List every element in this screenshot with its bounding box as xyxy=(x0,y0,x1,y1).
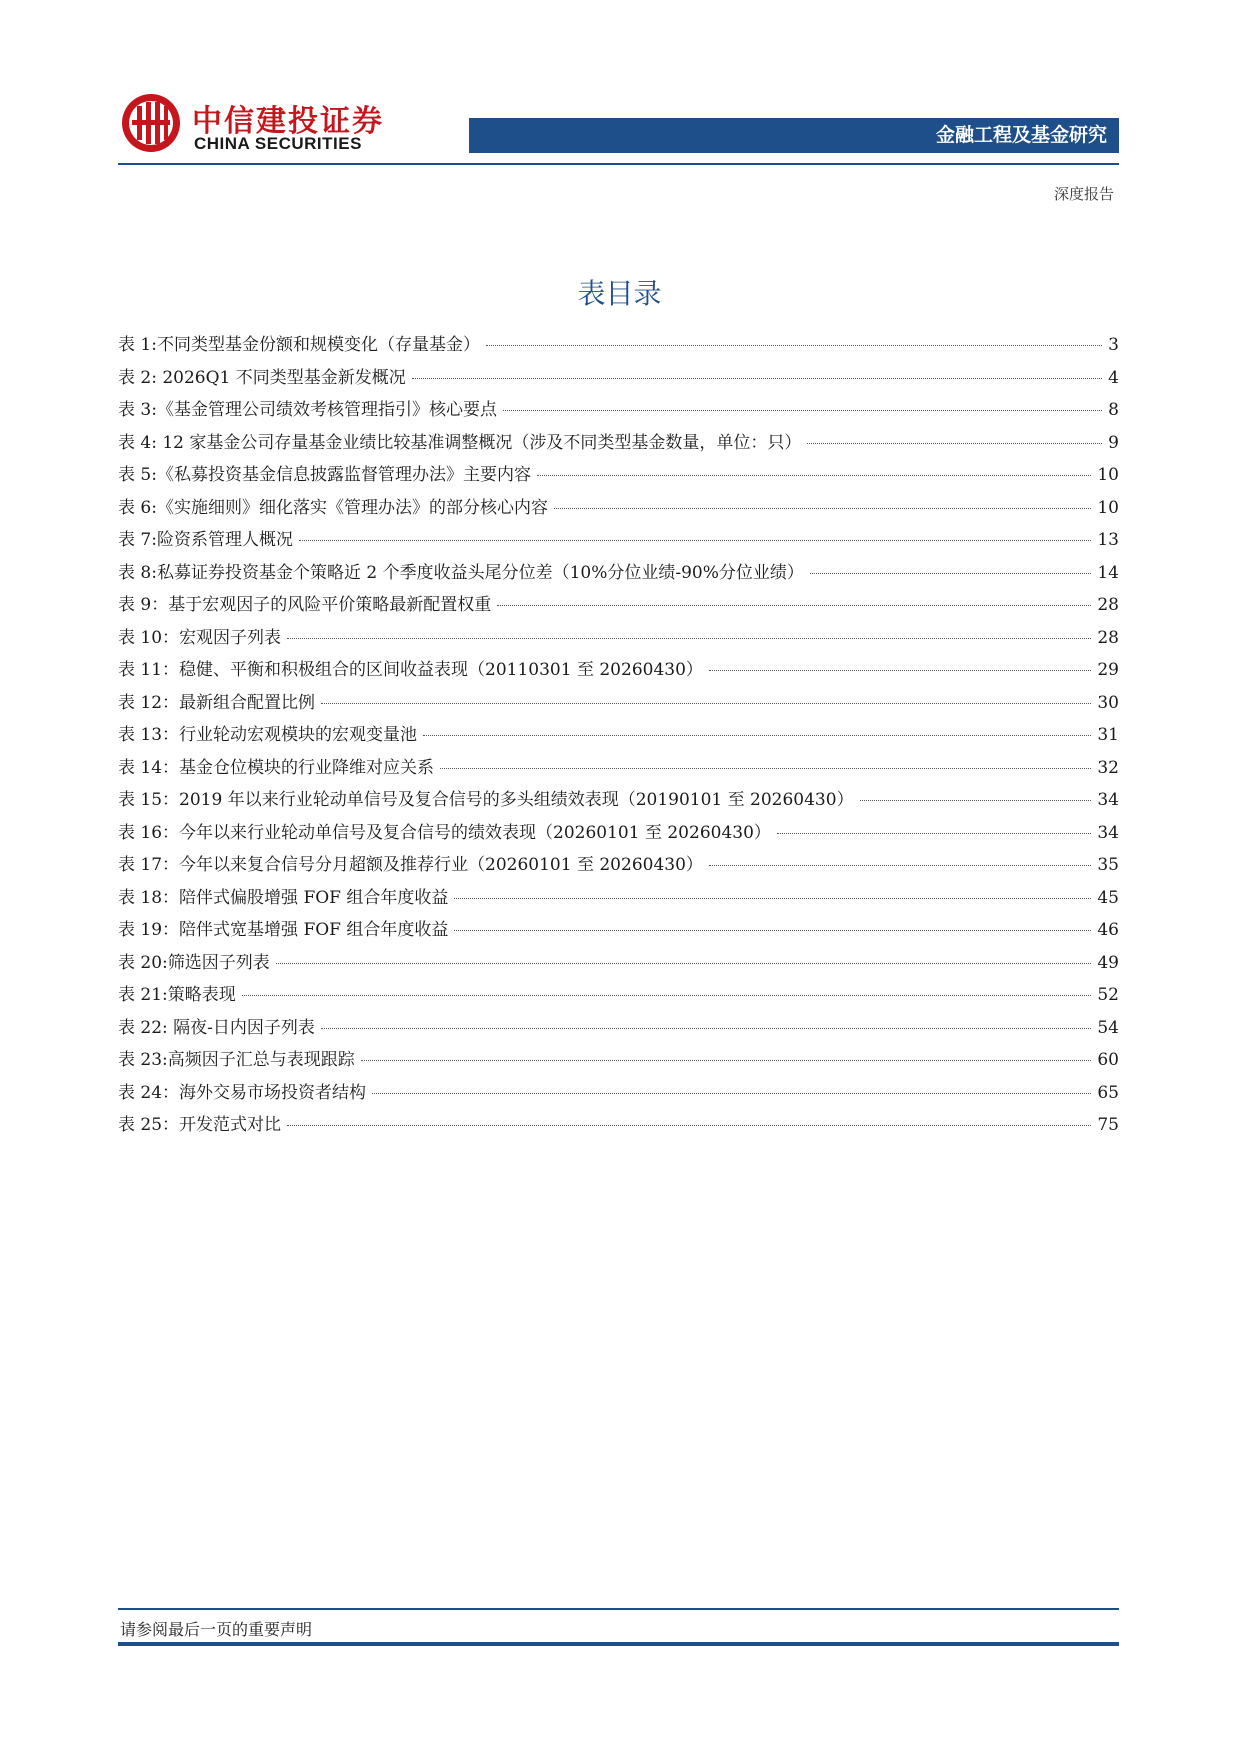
toc-entry-label: 表 14：基金仓位模块的行业降维对应关系 xyxy=(118,757,435,778)
toc-entry[interactable] xyxy=(118,493,1119,526)
toc-leader-dots xyxy=(709,865,1091,866)
toc-entry[interactable] xyxy=(118,1078,1119,1111)
toc-entry-label: 表 13：行业轮动宏观模块的宏观变量池 xyxy=(118,725,418,745)
toc-entry[interactable] xyxy=(118,753,1119,786)
toc-entry-page: 10 xyxy=(1097,465,1119,485)
toc-leader-dots xyxy=(777,833,1091,834)
toc-entry-label: 表 7:险资系管理人概况 xyxy=(118,530,293,550)
toc-leader-dots xyxy=(810,573,1091,574)
toc-entry[interactable] xyxy=(118,785,1119,818)
toc-entry-label: 表 9：基于宏观因子的风险平价策略最新配置权重 xyxy=(118,595,492,615)
toc-leader-dots xyxy=(299,540,1091,541)
toc-leader-dots xyxy=(372,1093,1091,1094)
section-banner: 金融工程及基金研究 xyxy=(469,118,1119,153)
toc-entry[interactable] xyxy=(118,558,1119,591)
toc-entry-page: 49 xyxy=(1097,952,1119,973)
toc-entry-label: 表 22: 隔夜-日内因子列表 xyxy=(118,1017,315,1038)
logo-english-name: CHINA SECURITIES xyxy=(194,134,362,153)
toc-leader-dots xyxy=(807,443,1102,444)
toc-entry-page: 34 xyxy=(1097,822,1119,843)
toc-leader-dots xyxy=(412,378,1102,379)
toc-entry-label: 表 8:私募证券投资基金个策略近 2 个季度收益头尾分位差（10%分位业绩-90%分位业绩） xyxy=(118,562,804,583)
toc-entry[interactable] xyxy=(118,1110,1119,1143)
toc-entry-page: 14 xyxy=(1097,562,1119,583)
toc-entry[interactable] xyxy=(118,720,1119,753)
toc-entry-label: 表 6:《实施细则》细化落实《管理办法》的部分核心内容 xyxy=(118,497,548,518)
toc-entry[interactable] xyxy=(118,428,1119,461)
toc-leader-dots xyxy=(554,508,1091,509)
toc-entry[interactable] xyxy=(118,525,1119,558)
toc-leader-dots xyxy=(454,898,1091,899)
toc-leader-dots xyxy=(860,800,1092,801)
toc-entry-page: 4 xyxy=(1108,367,1119,388)
toc-entry-page: 28 xyxy=(1097,595,1119,615)
toc-entry-page: 46 xyxy=(1097,920,1119,940)
toc-entry-page: 54 xyxy=(1097,1017,1119,1038)
toc-leader-dots xyxy=(242,995,1092,996)
toc-leader-dots xyxy=(709,670,1091,671)
toc-entry-page: 3 xyxy=(1108,335,1119,355)
header-divider xyxy=(118,163,1119,165)
footer-disclaimer: 请参阅最后一页的重要声明 xyxy=(120,1620,313,1639)
toc-entry-label: 表 11：稳健、平衡和积极组合的区间收益表现（20110301 至 20260430） xyxy=(118,660,703,680)
toc-entry-page: 29 xyxy=(1097,660,1119,680)
toc-entry-page: 28 xyxy=(1097,627,1119,648)
toc-entry[interactable] xyxy=(118,623,1119,656)
toc-leader-dots xyxy=(321,1028,1091,1029)
toc-entry-label: 表 3:《基金管理公司绩效考核管理指引》核心要点 xyxy=(118,400,497,420)
toc-entry[interactable] xyxy=(118,460,1119,493)
toc-leader-dots xyxy=(423,735,1091,736)
toc-entry-page: 52 xyxy=(1097,985,1119,1005)
toc-entry-label: 表 24：海外交易市场投资者结构 xyxy=(118,1082,367,1103)
company-logo xyxy=(120,92,410,162)
toc-entry-label: 表 15：2019 年以来行业轮动单信号及复合信号的多头组绩效表现（20190101 至 20260430） xyxy=(118,790,854,810)
toc-entry-label: 表 16：今年以来行业轮动单信号及复合信号的绩效表现（20260101 至 20260430） xyxy=(118,822,771,843)
toc-entry[interactable] xyxy=(118,850,1119,883)
toc-entry[interactable] xyxy=(118,363,1119,396)
toc-entry-label: 表 20:筛选因子列表 xyxy=(118,952,270,973)
toc-entry-label: 表 17：今年以来复合信号分月超额及推荐行业（20260101 至 20260430） xyxy=(118,855,703,875)
toc-leader-dots xyxy=(321,703,1091,704)
toc-entry-page: 60 xyxy=(1097,1050,1119,1070)
toc-leader-dots xyxy=(440,768,1091,769)
toc-entry-label: 表 12：最新组合配置比例 xyxy=(118,692,316,713)
toc-entry[interactable] xyxy=(118,980,1119,1013)
page-title: 表目录 xyxy=(577,277,662,310)
logo-chinese-name: 中信建投证券 xyxy=(192,104,384,139)
toc-leader-dots xyxy=(276,963,1092,964)
toc-entry[interactable] xyxy=(118,590,1119,623)
toc-entry[interactable] xyxy=(118,1045,1119,1078)
toc-leader-dots xyxy=(486,345,1102,346)
toc-entry-label: 表 18：陪伴式偏股增强 FOF 组合年度收益 xyxy=(118,887,449,908)
footer-bar xyxy=(118,1642,1119,1646)
toc-entry-page: 10 xyxy=(1097,497,1119,518)
report-type-label: 深度报告 xyxy=(1053,185,1114,203)
toc-leader-dots xyxy=(287,638,1091,639)
toc-entry-page: 45 xyxy=(1097,887,1119,908)
table-of-contents xyxy=(118,330,1119,1143)
toc-entry[interactable] xyxy=(118,330,1119,363)
toc-leader-dots xyxy=(361,1060,1092,1061)
footer-divider xyxy=(118,1608,1119,1610)
toc-entry-page: 13 xyxy=(1097,530,1119,550)
toc-entry[interactable] xyxy=(118,395,1119,428)
toc-entry-page: 9 xyxy=(1108,432,1119,453)
toc-entry-label: 表 25：开发范式对比 xyxy=(118,1115,282,1135)
toc-entry-page: 75 xyxy=(1097,1115,1119,1135)
toc-entry-label: 表 19：陪伴式宽基增强 FOF 组合年度收益 xyxy=(118,920,449,940)
toc-entry[interactable] xyxy=(118,948,1119,981)
toc-leader-dots xyxy=(537,475,1091,476)
toc-entry[interactable] xyxy=(118,1013,1119,1046)
toc-leader-dots xyxy=(287,1125,1091,1126)
toc-leader-dots xyxy=(497,605,1091,606)
toc-entry[interactable] xyxy=(118,688,1119,721)
toc-entry-page: 32 xyxy=(1097,757,1119,778)
toc-entry-label: 表 1:不同类型基金份额和规模变化（存量基金） xyxy=(118,335,480,355)
toc-entry[interactable] xyxy=(118,883,1119,916)
toc-entry-page: 35 xyxy=(1097,855,1119,875)
toc-entry-page: 65 xyxy=(1097,1082,1119,1103)
toc-entry-label: 表 5:《私募投资基金信息披露监督管理办法》主要内容 xyxy=(118,465,531,485)
toc-entry-label: 表 21:策略表现 xyxy=(118,985,236,1005)
toc-leader-dots xyxy=(503,410,1102,411)
toc-entry-page: 34 xyxy=(1097,790,1119,810)
toc-entry-page: 31 xyxy=(1097,725,1119,745)
toc-entry-label: 表 10：宏观因子列表 xyxy=(118,627,282,648)
toc-entry-page: 30 xyxy=(1097,692,1119,713)
toc-entry-label: 表 2: 2026Q1 不同类型基金新发概况 xyxy=(118,367,406,388)
toc-entry[interactable] xyxy=(118,818,1119,851)
toc-entry[interactable] xyxy=(118,655,1119,688)
logo-emblem-icon xyxy=(120,92,182,154)
toc-entry-label: 表 23:高频因子汇总与表现跟踪 xyxy=(118,1050,355,1070)
toc-entry-page: 8 xyxy=(1108,400,1119,420)
toc-entry[interactable] xyxy=(118,915,1119,948)
toc-leader-dots xyxy=(454,930,1091,931)
toc-entry-label: 表 4: 12 家基金公司存量基金业绩比较基准调整概况（涉及不同类型基金数量，单位：只） xyxy=(118,432,802,453)
